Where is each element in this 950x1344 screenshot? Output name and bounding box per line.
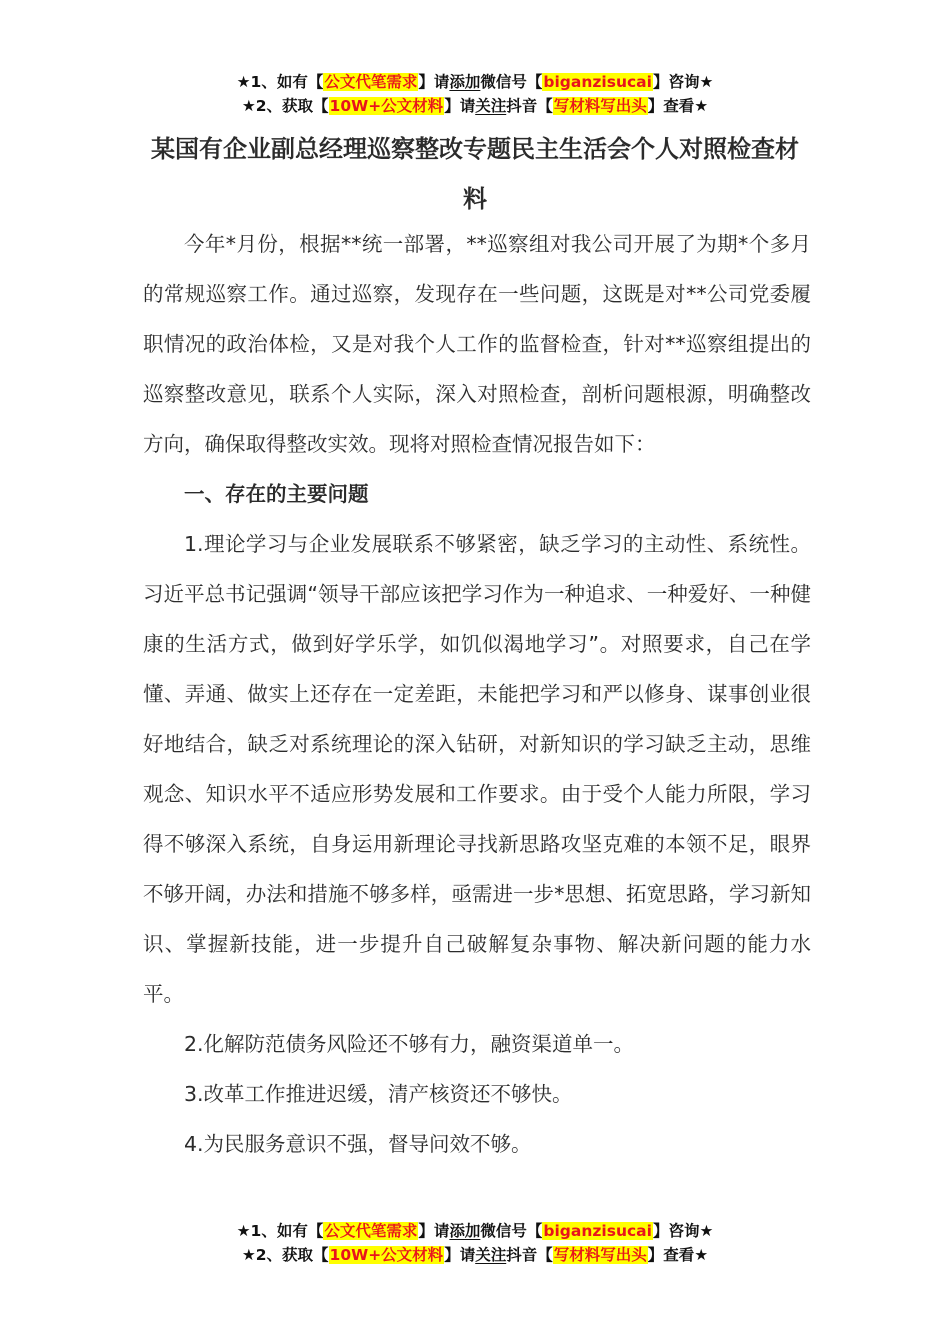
banner-highlight: 10W+公文材料 (329, 97, 444, 115)
banner-highlight: biganzisucai (543, 1222, 652, 1240)
banner-text: 】请 (418, 1222, 450, 1240)
banner-text: 微信号【 (480, 1222, 543, 1240)
header-banner (0, 70, 950, 118)
banner-text: 抖音【 (506, 97, 553, 115)
document-title: 某国有企业副总经理巡察整改专题民主生活会个人对照检查材料 (151, 135, 799, 213)
banner-text: 】请 (444, 97, 476, 115)
section-heading: 一、存在的主要问题 (184, 482, 369, 506)
banner-text: 抖音【 (506, 1246, 553, 1264)
banner-text: ★1、如有【 (236, 1222, 324, 1240)
document-body (143, 219, 811, 1169)
banner-text: ★2、获取【 (241, 1246, 329, 1264)
banner-highlight: 10W+公文材料 (329, 1246, 444, 1264)
banner-text: ★2、获取【 (241, 97, 329, 115)
problem-item-1: 1.理论学习与企业发展联系不够紧密，缺乏学习的主动性、系统性。习近平总书记强调“领导干部应该把学习作为一种追求、一种爱好、一种健康的生活方式，做到好学乐学，如饥似渴地学习”。对照要求，自己在学懂、弄通、做实上还存在一定差距，未能把学习和严以修身、谋事创业很好地结合，缺乏对系统理论的深入钻研，对新知识的学习缺乏主动，思维观念、知识水平不适应形势发展和工作要求。由于受个人能力所限，学习得不够深入系统，自身运用新理论寻找新思路攻坚克难的本领不足，眼界不够开阔，办法和措施不够多样，亟需进一步*思想、拓宽思路，学习新知识、掌握新技能，进一步提升自己破解复杂事物、解决新问题的能力水平。 (143, 532, 811, 1006)
footer-banner (0, 1219, 950, 1267)
banner-highlight: 公文代笔需求 (324, 73, 418, 91)
banner-underlined: 添加 (449, 73, 481, 91)
banner-text: ★1、如有【 (236, 73, 324, 91)
intro-paragraph: 今年*月份，根据**统一部署，**巡察组对我公司开展了为期*个多月的常规巡察工作。通过巡察，发现存在一些问题，这既是对**公司党委履职情况的政治体检，又是对我个人工作的监督检查，针对**巡察组提出的巡察整改意见，联系个人实际，深入对照检查，剖析问题根源，明确整改方向，确保取得整改实效。现将对照检查情况报告如下： (143, 232, 811, 456)
banner-line-2 (0, 1243, 950, 1267)
banner-text: 】请 (418, 73, 450, 91)
banner-line-2 (0, 94, 950, 118)
banner-underlined: 关注 (475, 97, 507, 115)
banner-text: 】咨询★ (652, 73, 714, 91)
banner-text: 】查看★ (647, 97, 709, 115)
banner-highlight: 写材料写出头 (553, 97, 647, 115)
banner-text: 微信号【 (480, 73, 543, 91)
banner-highlight: 写材料写出头 (553, 1246, 647, 1264)
banner-highlight: biganzisucai (543, 73, 652, 91)
banner-underlined: 关注 (475, 1246, 507, 1264)
banner-text: 】咨询★ (652, 1222, 714, 1240)
problem-item-4: 4.为民服务意识不强，督导问效不够。 (184, 1132, 532, 1156)
banner-line-1 (0, 1219, 950, 1243)
problem-item-2: 2.化解防范债务风险还不够有力，融资渠道单一。 (184, 1032, 635, 1056)
banner-line-1 (0, 70, 950, 94)
banner-highlight: 公文代笔需求 (324, 1222, 418, 1240)
problem-item-3: 3.改革工作推进迟缓，清产核资还不够快。 (184, 1082, 573, 1106)
banner-text: 】查看★ (647, 1246, 709, 1264)
banner-text: 】请 (444, 1246, 476, 1264)
banner-underlined: 添加 (449, 1222, 481, 1240)
